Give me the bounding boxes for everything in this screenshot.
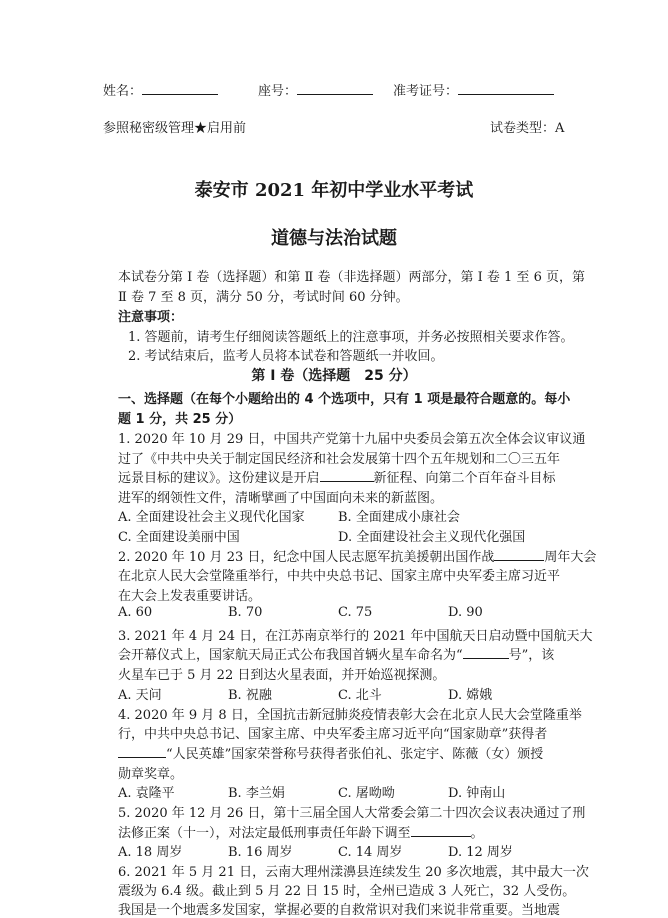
q1-line-3 xyxy=(118,467,556,486)
part1-heading: 第 Ⅰ 卷（选择题 25 分） xyxy=(251,368,417,384)
q4-line-3 xyxy=(118,743,543,762)
q1-option-d[interactable]: D. 全面建设社会主义现代化强国 xyxy=(338,530,526,545)
q4-line-1: 4. 2020 年 9 月 8 日，全国抗击新冠肺炎疫情表彰大会在北京人民大会堂隆重举 xyxy=(118,708,582,723)
q2-answer-blank[interactable] xyxy=(494,548,544,561)
q2-option-a[interactable]: A. 60 xyxy=(118,605,153,620)
name-field[interactable] xyxy=(103,80,218,99)
section-heading-line-1: 一、选择题（在每个小题给出的 4 个选项中，只有 1 项是最符合题意的。每小 xyxy=(118,392,571,407)
section-heading-line-2: 题 1 分，共 25 分） xyxy=(118,412,242,427)
intro-line-2: Ⅱ 卷 7 至 8 页，满分 50 分，考试时间 60 分钟。 xyxy=(118,290,409,305)
q3-option-c[interactable]: C. 北斗 xyxy=(338,688,382,703)
seat-label: 座号： xyxy=(258,84,298,99)
q2-option-b[interactable]: B. 70 xyxy=(228,605,263,620)
ticket-field[interactable] xyxy=(393,80,554,99)
q1-line-1: 1. 2020 年 10 月 29 日，中国共产党第十九届中央委员会第五次全体会议审议通 xyxy=(118,432,586,447)
q4-option-a[interactable]: A. 袁隆平 xyxy=(118,786,175,801)
q1-line-2: 过了《中共中央关于制定国民经济和社会发展第十四个五年规划和二〇三五年 xyxy=(118,452,561,467)
q1-line-3-b: 新征程、向第二个百年奋斗目标 xyxy=(373,471,556,486)
q1-answer-blank[interactable] xyxy=(320,469,374,482)
notes-item-1: 1. 答题前，请考生仔细阅读答题纸上的注意事项，并务必按照相关要求作答。 xyxy=(128,330,574,345)
paper-type: 试卷类型：A xyxy=(490,121,565,136)
ticket-blank[interactable] xyxy=(458,82,554,95)
q5-line-2 xyxy=(118,822,484,841)
ticket-label: 准考证号： xyxy=(393,84,459,99)
q5-option-c[interactable]: C. 14 周岁 xyxy=(338,845,403,860)
secret-note: 参照秘密级管理★启用前 xyxy=(103,121,247,136)
q1-option-a[interactable]: A. 全面建设社会主义现代化国家 xyxy=(118,510,305,525)
q4-line-3-b: “人民英雄”国家荣誉称号获得者张伯礼、张定宇、陈薇（女）颁授 xyxy=(166,747,544,762)
q3-line-2-a: 会开幕仪式上，国家航天局正式公布我国首辆火星车命名为“ xyxy=(118,648,463,663)
name-label: 姓名： xyxy=(103,84,143,99)
q2-line-3: 在大会上发表重要讲话。 xyxy=(118,589,262,604)
q2-option-c[interactable]: C. 75 xyxy=(338,605,373,620)
q3-line-2-b: 号”，该 xyxy=(508,648,555,663)
q4-option-c[interactable]: C. 屠呦呦 xyxy=(338,786,395,801)
q5-option-b[interactable]: B. 16 周岁 xyxy=(228,845,293,860)
intro-line-1: 本试卷分第 Ⅰ 卷（选择题）和第 Ⅱ 卷（非选择题）两部分，第 Ⅰ 卷 1 至 6 页，第 xyxy=(118,270,585,285)
q4-line-4: 勋章奖章。 xyxy=(118,767,184,782)
q3-line-3: 火星车已于 5 月 22 日到达火星表面，并开始巡视探测。 xyxy=(118,668,446,683)
q1-option-b[interactable]: B. 全面建成小康社会 xyxy=(338,510,460,525)
q4-option-b[interactable]: B. 李兰娟 xyxy=(228,786,285,801)
q3-answer-blank[interactable] xyxy=(463,646,509,659)
seat-field[interactable] xyxy=(258,80,373,99)
exam-title: 泰安市 2021 年初中学业水平考试 xyxy=(194,180,474,201)
q2-line-2: 在北京人民大会堂隆重举行，中共中央总书记、国家主席中央军委主席习近平 xyxy=(118,569,561,584)
q4-answer-blank[interactable] xyxy=(118,745,166,758)
q1-line-3-a: 远景目标的建议》。这份建议是开启 xyxy=(118,471,320,486)
name-blank[interactable] xyxy=(142,82,218,95)
q6-line-2: 震级为 6.4 级。截止到 5 月 22 日 15 时，全州已造成 3 人死亡，32 人受伤。 xyxy=(118,884,576,899)
subject-title: 道德与法治试题 xyxy=(271,228,397,249)
q6-line-1: 6. 2021 年 5 月 21 日，云南大理州漾濞县连续发生 20 多次地震，其中最大一次 xyxy=(118,865,589,880)
q3-line-2 xyxy=(118,644,554,663)
q4-line-2: 行，中共中央总书记、国家主席、中央军委主席习近平向“国家勋章”获得者 xyxy=(118,727,548,742)
q1-line-4: 进军的纲领性文件，清晰擘画了中国面向未来的新蓝图。 xyxy=(118,491,444,506)
q5-answer-blank[interactable] xyxy=(411,824,471,837)
q5-option-d[interactable]: D. 12 周岁 xyxy=(448,845,513,860)
q5-line-2-a: 法修正案（十一），对法定最低刑事责任年龄下调至 xyxy=(118,826,411,841)
q3-option-a[interactable]: A. 天问 xyxy=(118,688,162,703)
q2-line-1-a: 2. 2020 年 10 月 23 日，纪念中国人民志愿军抗美援朝出国作战 xyxy=(118,550,495,565)
q1-option-c[interactable]: C. 全面建设美丽中国 xyxy=(118,530,240,545)
seat-blank[interactable] xyxy=(297,82,373,95)
q2-option-d[interactable]: D. 90 xyxy=(448,605,483,620)
notes-item-2: 2. 考试结束后，监考人员将本试卷和答题纸一并收回。 xyxy=(128,349,444,364)
q5-line-1: 5. 2020 年 12 月 26 日，第十三届全国人大常委会第二十四次会议表决通过了刑 xyxy=(118,806,586,821)
q5-option-a[interactable]: A. 18 周岁 xyxy=(118,845,183,860)
notes-heading: 注意事项： xyxy=(118,310,184,325)
q2-line-1-b: 周年大会 xyxy=(544,550,597,565)
q3-line-1: 3. 2021 年 4 月 24 日，在江苏南京举行的 2021 年中国航天日启动暨中国航天大 xyxy=(118,629,593,644)
q4-option-d[interactable]: D. 钟南山 xyxy=(448,786,506,801)
q2-line-1 xyxy=(118,546,596,565)
q3-option-d[interactable]: D. 嫦娥 xyxy=(448,688,493,703)
q6-line-3: 我国是一个地震多发国家，掌握必要的自救常识对我们来说非常重要。当地震 xyxy=(118,903,561,918)
q3-option-b[interactable]: B. 祝融 xyxy=(228,688,272,703)
q5-line-2-b: 。 xyxy=(470,826,484,841)
